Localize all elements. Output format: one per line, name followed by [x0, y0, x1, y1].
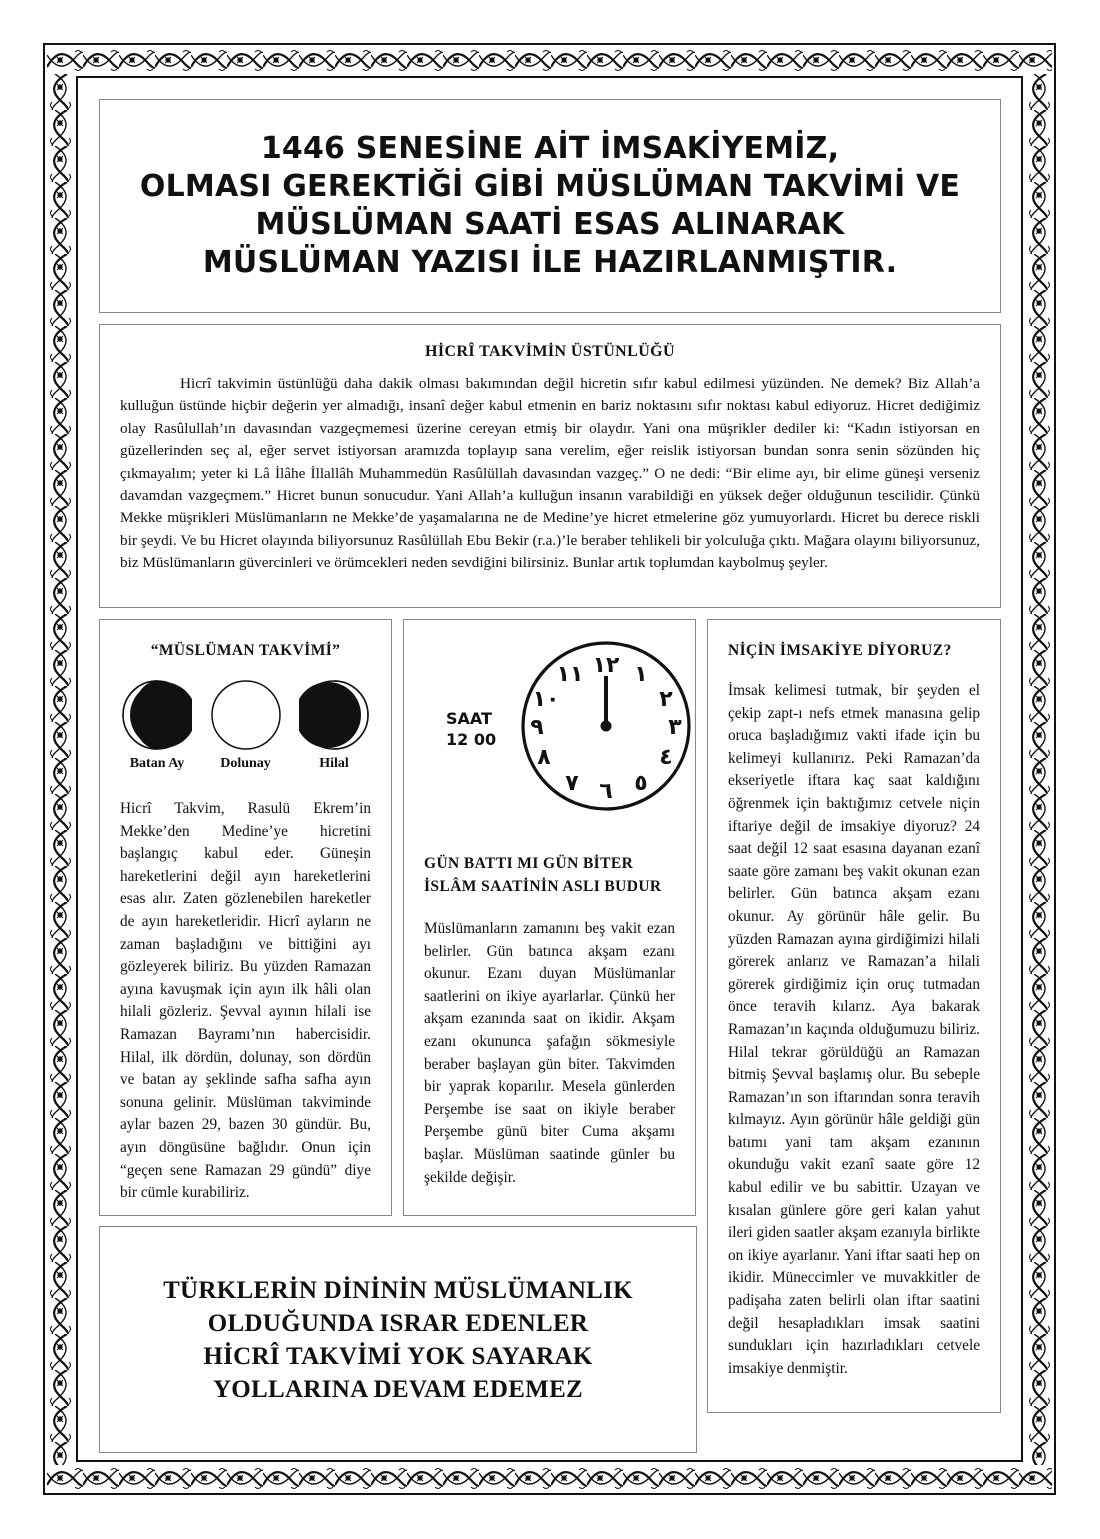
- ornament-border-bottom-icon: [47, 1465, 1052, 1492]
- moon-label-batan-ay: Batan Ay: [129, 756, 185, 771]
- ornament-border-top-icon: [47, 47, 1052, 74]
- moon-phase-crescent: [299, 680, 369, 772]
- imsakiye-title: NİÇİN İMSAKİYE DİYORUZ?: [728, 642, 952, 659]
- hicri-section-body: Hicrî takvimin üstünlüğü daha dakik olması bakımından değil hicretin sıfır kabul edilmesi yüzünden. Ne demek? Biz Allah’a kulluğun üstünde hiçbir değerin yer almadığı, insanî değer kabul etmenin en bariz noktasını sıfır noktası kabul ediyoruz. Hicret dediğimiz olay Rasûlullah’ın davasından vazgeçmemesi üzerine cereyan etmiş bir olaydır. Yani ona müşrikler dediler ki: “Kadın istiyorsan en güzellerinden seç al, eğer servet istiyorsan aramızda toplayıp sana verelim, eğer reislik istiyorsan bundan sonra senin sözünden hiç çıkmayalım; yeter ki Lâ İlâhe İllallâh Muhammedün Rasûlüllah davasından vazgeç.” O ne dedi: “Bir elime ayı, bir elime güneşi verseniz davamdan vazgeçmem.” Hicret bunun sonucudur. Yani Allah’a kulluğun insanın varabildiği en yüksek değer olduğunun tescilidir. Çünkü Mekke müşrikleri Müslümanların ne Mekke’de yaşamalarına ne de Medine’ye hicret etmelerine göz yumuyorlardı. Hicret bu derece riskli bir şeydi. Ve bu Hicret olayında biliyorsunuz Rasûlüllah Ebu Bekir (r.a.)’le beraber tehlikeli bir yolculuğa çıktı. Mağara olayını biliyorsunuz, biz Müslümanların güvercinleri ve örümcekleri neden sevdiğini bilirsiniz. Bunlar artık toplumdan kaybolmuş şeyler.: [120, 375, 980, 572]
- moon-label-hilal: Hilal: [319, 756, 349, 771]
- bottom-statement-box: [99, 1226, 697, 1453]
- headline-box: [99, 99, 1001, 313]
- statement-line-3: HİCRÎ TAKVİMİ YOK SAYARAK: [203, 1342, 593, 1370]
- clock-title-line-2: İSLÂM SAATİNİN ASLI BUDUR: [424, 878, 662, 895]
- svg-text:١٢: ١٢: [592, 653, 620, 678]
- saat-label: SAAT: [446, 709, 492, 728]
- headline-line-4: MÜSLÜMAN YAZISI İLE HAZIRLANMIŞTIR.: [202, 245, 898, 280]
- bottom-statement: [163, 1274, 633, 1406]
- statement-line-1: TÜRKLERİN DİNİNİN MÜSLÜMANLIK: [163, 1276, 633, 1304]
- ornament-border-right-icon: [1026, 74, 1053, 1465]
- moon-phase-waning: [122, 680, 192, 772]
- svg-text:٩: ٩: [530, 715, 544, 740]
- full-moon-icon: [211, 680, 281, 750]
- statement-line-4: YOLLARINA DEVAM EDEMEZ: [212, 1375, 584, 1403]
- hicri-section-title: HİCRÎ TAKVİMİN ÜSTÜNLÜĞÜ: [425, 343, 675, 360]
- muslim-calendar-body: Hicrî Takvim, Rasulü Ekrem’in Mekke’den Medine’ye hicretini başlangıç kabul eder. Güneşin hareketlerini değil ayın hareketlerini esas alır. Zaten gözlenebilen hareketler de ayın hareketleridir. Hicrî ayların ne zaman başladığını ve bittiğini ayı gözleyerek biliriz. Bu yüzden Ramazan ayına kavuşmak için ayın ilk hâli olan hilali gözleriz. Şevval ayının hilali ise Ramazan Bayramı’nın habercisidir. Hilal, ilk dördün, dolunay, son dördün ve batan ay şeklinde safha safha ayın sonuna gelinir. Müslüman takviminde aylar bazen 29, bazen 30 gündür. Bu, ayın döngüsüne bağlıdır. Onun için “geçen sene Ramazan 29 gündü” diye bir cümle kurabiliriz.: [120, 800, 371, 1202]
- clock-section-title: [424, 852, 675, 898]
- svg-text:٧: ٧: [565, 771, 579, 796]
- moon-label-dolunay: Dolunay: [220, 756, 271, 771]
- crescent-moon-icon: [299, 680, 369, 750]
- moon-phase-full: [211, 680, 281, 772]
- arabic-numeral-clock-icon: [520, 640, 692, 812]
- islamic-clock-box: [403, 619, 696, 1216]
- svg-text:٢: ٢: [659, 687, 673, 712]
- svg-text:١١: ١١: [556, 662, 584, 687]
- imsakiye-box: [707, 619, 1001, 1413]
- svg-text:٥: ٥: [634, 771, 648, 796]
- clock-section-body: Müslümanların zamanını beş vakit ezan belirler. Gün batınca akşam ezanı okunur. Ezanı duyan Müslümanlar saatlerini on ikiye ayarlarlar. Çünkü her akşam ezanında saat on ikidir. Akşam ezanı okununca şafağın sökmesiyle beraber başlayan gün biter. Takvimden bir yaprak koparılır. Mesela günlerden Perşembe ise saat on ikiyle beraber Perşembe günü biter Cuma akşamı başlar. Müslüman saatinde günler bu şekilde değişir.: [424, 920, 675, 1186]
- main-headline: [140, 130, 960, 282]
- svg-text:٨: ٨: [537, 745, 551, 770]
- statement-line-2: OLDUĞUNDA ISRAR EDENLER: [207, 1309, 589, 1337]
- muslim-calendar-title: “MÜSLÜMAN TAKVİMİ”: [150, 642, 341, 659]
- svg-text:١: ١: [634, 662, 648, 687]
- imsakiye-body: İmsak kelimesi tutmak, bir şeyden el çekip zapt-ı nefs etmek manasına gelip oruca başladığımız vakti ifade için bu kelimeyi kullanırız. Peki Ramazan’da ekseriyetle iftara kaç saat kaldığını öğrenmek için baktığımız cetvele niçin iftariye değil de imsakiye diyoruz? 24 saat değil 12 saat esasına dayanan ezanî saate göre zamanı beş vakit okunan ezan belirler. Gün batınca akşam ezanı okunur. Ay görünür hâle gelir. Bu yüzden Ramazan ayına girdiğimizi hilali görerek anlarız ve Ramazan’a hilali görerek girdiğimiz için oruç tutmadan önce teravih kılarız. Aya bakarak Ramazan’ın kaçında olduğumuzu biliriz. Hilal tekrar görüldüğü an Ramazan bitmiş Şevval başlamış olur. Bu sebeple Ramazan’ın son iftarından sonra teravih kılmayız. Ayın görünür hâle geldiği gün batımı yani tam akşam ezanının okunduğu vakit ezanî saate göre 12 kabul edilir ve bu sabittir. Uzayan ve kısalan günlere göre geri kalan yahut ileri giden saatler akşam ezanıyla birlikte on ikiye ayarlanır. Yani iftar saati hep on ikidir. Müneccimler ve muvakkitler de padişaha zaten belirli olan iftar saatini değil hesapladıkları imsak saatini sundukları için hazırladıkları cetvele imsakiye denmiştir.: [728, 682, 980, 1377]
- headline-line-2: OLMASI GEREKTİĞİ GİBİ MÜSLÜMAN TAKVİMİ VE: [139, 169, 961, 204]
- svg-text:١٠: ١٠: [532, 687, 560, 712]
- moon-phases: [122, 680, 369, 772]
- muslim-calendar-box: [99, 619, 392, 1216]
- svg-text:٦: ٦: [599, 779, 613, 804]
- waning-moon-icon: [122, 680, 192, 750]
- saat-value: 12 00: [446, 730, 497, 749]
- headline-line-1: 1446 SENESİNE AİT İMSAKİYEMİZ,: [260, 131, 840, 166]
- clock-title-line-1: GÜN BATTI MI GÜN BİTER: [424, 855, 634, 872]
- ornament-border-left-icon: [47, 74, 74, 1465]
- hicri-section-box: [99, 324, 1001, 608]
- svg-text:٤: ٤: [659, 745, 673, 770]
- clock-illustration: [424, 620, 682, 820]
- svg-text:٣: ٣: [668, 715, 682, 740]
- saat-label-group: [446, 708, 496, 750]
- headline-line-3: MÜSLÜMAN SAATİ ESAS ALINARAK: [255, 207, 845, 242]
